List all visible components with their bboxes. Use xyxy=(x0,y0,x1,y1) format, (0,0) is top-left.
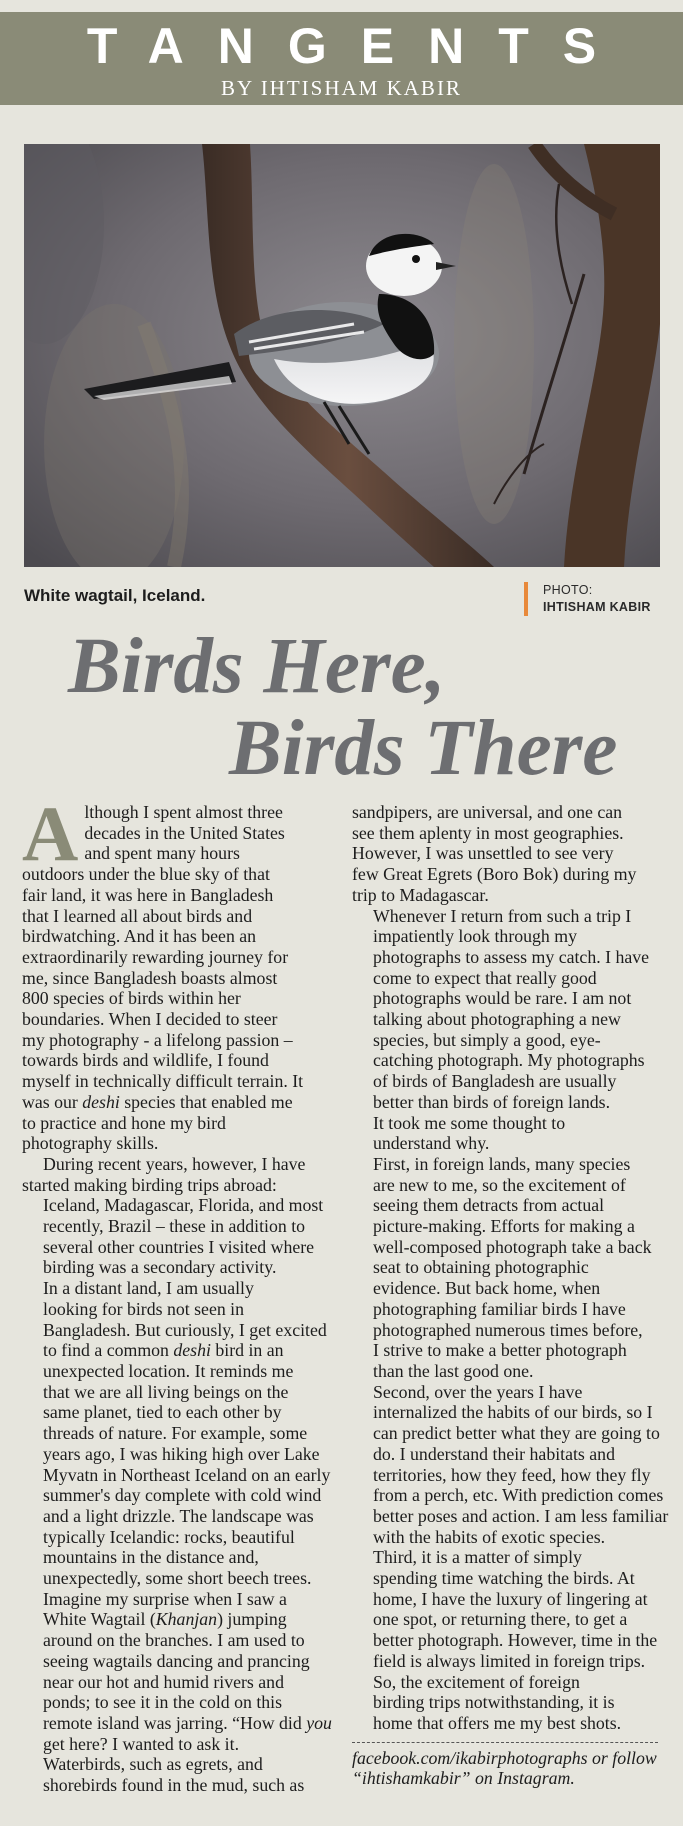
text-line: decades in the United States xyxy=(84,822,285,843)
text-line: near our hot and humid rivers and xyxy=(43,1671,284,1692)
text-line: It took me some thought to xyxy=(373,1112,566,1133)
paragraph-4 xyxy=(22,1754,342,1795)
article-column-left xyxy=(22,790,342,1796)
text-line: better poses and action. I am less familiar xyxy=(373,1505,669,1526)
wagtail-photo-illustration xyxy=(24,144,660,567)
photo-credit-name: IHTISHAM KABIR xyxy=(543,600,651,614)
text-line xyxy=(22,1609,342,1630)
text-line: see them aplenty in most geographies. xyxy=(352,822,624,843)
paragraph-7 xyxy=(352,1154,668,1382)
paragraph-4-continued xyxy=(352,802,668,906)
text-line: years ago, I was hiking high over Lake xyxy=(43,1443,320,1464)
text-line xyxy=(22,1340,342,1361)
text-line: sandpipers, are universal, and one can xyxy=(352,802,623,822)
text-line: photography skills. xyxy=(22,1133,159,1154)
text-segment: to find a common xyxy=(43,1340,174,1361)
text-line: “ihtishamkabir” on Instagram. xyxy=(352,1768,575,1789)
text-segment: was our xyxy=(22,1091,83,1112)
text-segment: White Wagtail ( xyxy=(43,1609,156,1630)
text-line: Waterbirds, such as egrets, and xyxy=(43,1754,263,1775)
wagtail-photo xyxy=(24,144,660,567)
text-line: trip to Madagascar. xyxy=(352,884,489,905)
text-line: get here? I wanted to ask it. xyxy=(43,1733,240,1754)
text-line: do. I understand their habitats and xyxy=(373,1443,615,1464)
text-line: recently, Brazil – these in addition to xyxy=(43,1216,306,1237)
text-line: same planet, tied to each other by xyxy=(43,1402,282,1423)
text-segment: remote island was jarring. “How did xyxy=(43,1712,307,1733)
text-line: internalized the habits of our birds, so I xyxy=(373,1402,653,1423)
headline-line-2: Birds There xyxy=(229,705,618,792)
text-line: seeing wagtails dancing and prancing xyxy=(43,1650,310,1671)
paragraph-1 xyxy=(22,790,342,1154)
text-line: few Great Egrets (Boro Bok) during my xyxy=(352,864,637,885)
text-line: 800 species of birds within her xyxy=(22,988,241,1009)
text-line: territories, how they feed, how they fly xyxy=(373,1464,651,1485)
social-footer-note xyxy=(352,1748,668,1789)
text-line: well-composed photograph take a back xyxy=(373,1236,652,1257)
text-line: around on the branches. I am used to xyxy=(43,1630,305,1651)
text-line: and spent many hours xyxy=(84,843,240,864)
text-line: towards birds and wildlife, I found xyxy=(22,1050,269,1071)
text-line: better than birds of foreign lands. xyxy=(373,1091,611,1112)
text-line: impatiently look through my xyxy=(373,926,577,947)
text-line: birding was a secondary activity. xyxy=(43,1257,277,1278)
text-line: shorebirds found in the mud, such as xyxy=(43,1775,305,1796)
paragraph-10 xyxy=(352,1672,668,1734)
text-line: talking about photographing a new xyxy=(373,1009,621,1030)
text-line: lthough I spent almost three xyxy=(84,802,283,822)
text-line: that we are all living beings on the xyxy=(43,1381,289,1402)
text-line: are new to me, so the excitement of xyxy=(373,1174,626,1195)
text-line: So, the excitement of foreign xyxy=(373,1671,580,1692)
text-segment: ) jumping xyxy=(217,1609,287,1630)
text-line: catching photograph. My photographs xyxy=(373,1050,645,1071)
text-line: extraordinarily rewarding journey for xyxy=(22,946,289,967)
text-line: seat to obtaining photographic xyxy=(373,1257,589,1278)
photo-caption: White wagtail, Iceland. xyxy=(24,586,206,605)
headline-line-1: Birds Here, xyxy=(68,623,446,710)
text-line: evidence. But back home, when xyxy=(373,1278,601,1299)
text-line: started making birding trips abroad: xyxy=(22,1174,277,1195)
text-line xyxy=(22,1092,342,1113)
text-line: photographs would be rare. I am not xyxy=(373,988,632,1009)
text-line: photographs to assess my catch. I have xyxy=(373,946,650,967)
text-line: typically Icelandic: rocks, beautiful xyxy=(43,1526,295,1547)
text-line: and a light drizzle. The landscape was xyxy=(43,1505,314,1526)
text-line: unexpectedly, some short beech trees. xyxy=(43,1568,312,1589)
text-line: threads of nature. For example, some xyxy=(43,1423,308,1444)
text-line: I strive to make a better photograph xyxy=(373,1340,627,1361)
text-line: looking for birds not seen in xyxy=(43,1298,245,1319)
text-line: my photography - a lifelong passion – xyxy=(22,1029,293,1050)
drop-cap: A xyxy=(22,790,79,877)
text-line: Myvatn in Northeast Iceland on an early xyxy=(43,1464,331,1485)
text-line: First, in foreign lands, many species xyxy=(373,1153,631,1174)
text-line: outdoors under the blue sky of that xyxy=(22,864,270,885)
text-line: me, since Bangladesh boasts almost xyxy=(22,967,278,988)
text-line: home, I have the luxury of lingering at xyxy=(373,1588,648,1609)
text-line: boundaries. When I decided to steer xyxy=(22,1009,278,1030)
text-line: picture-making. Efforts for making a xyxy=(373,1216,635,1237)
photo-credit-label: PHOTO: xyxy=(543,583,593,597)
text-line: photographed numerous times before, xyxy=(373,1319,643,1340)
text-line: fair land, it was here in Bangladesh xyxy=(22,884,274,905)
text-line: of birds of Bangladesh are usually xyxy=(373,1071,617,1092)
italic-term: deshi xyxy=(173,1340,211,1361)
text-line xyxy=(22,1713,342,1734)
text-line: seeing them detracts from actual xyxy=(373,1195,605,1216)
text-line: During recent years, however, I have xyxy=(43,1153,306,1174)
footer-divider xyxy=(352,1742,658,1743)
text-line: several other countries I visited where xyxy=(43,1236,315,1257)
italic-term: you xyxy=(306,1712,332,1733)
paragraph-3 xyxy=(22,1278,342,1754)
text-line: field is always limited in foreign trips. xyxy=(373,1650,646,1671)
masthead xyxy=(0,12,683,105)
paragraph-8 xyxy=(352,1382,668,1548)
column-byline: BY IHTISHAM KABIR xyxy=(221,76,462,100)
text-line: In a distant land, I am usually xyxy=(43,1278,254,1299)
text-line: ponds; to see it in the cold on this xyxy=(43,1692,283,1713)
italic-term: deshi xyxy=(82,1091,120,1112)
text-line: to practice and hone my bird xyxy=(22,1112,226,1133)
text-line: home that offers me my best shots. xyxy=(373,1712,622,1733)
text-line: myself in technically difficult terrain. It xyxy=(22,1071,304,1092)
text-line: with the habits of exotic species. xyxy=(373,1526,606,1547)
text-line: species, but simply a good, eye- xyxy=(373,1029,601,1050)
text-line: Iceland, Madagascar, Florida, and most xyxy=(43,1195,324,1216)
text-line: from a perch, etc. With prediction comes xyxy=(373,1485,664,1506)
text-line: understand why. xyxy=(373,1133,490,1154)
article-column-right xyxy=(352,802,668,1789)
italic-term: Khanjan xyxy=(155,1609,218,1630)
text-line: one spot, or returning there, to get a xyxy=(373,1609,628,1630)
paragraph-6 xyxy=(352,1113,668,1154)
text-line: birdwatching. And it has been an xyxy=(22,926,257,947)
text-line: Bangladesh. But curiously, I get excited xyxy=(43,1319,327,1340)
text-line: come to expect that really good xyxy=(373,967,597,988)
text-line: Imagine my surprise when I saw a xyxy=(43,1588,287,1609)
text-line: Second, over the years I have xyxy=(373,1381,583,1402)
paragraph-2 xyxy=(22,1154,342,1278)
paragraph-9 xyxy=(352,1547,668,1671)
text-segment: bird in an xyxy=(210,1340,284,1361)
text-line: can predict better what they are going to xyxy=(373,1423,660,1444)
text-line: that I learned all about birds and xyxy=(22,905,253,926)
text-line: photographing familiar birds I have xyxy=(373,1298,626,1319)
photo-credit xyxy=(524,582,651,616)
text-line: unexpected location. It reminds me xyxy=(43,1360,294,1381)
text-line: better photograph. However, time in the xyxy=(373,1630,658,1651)
text-line: summer's day complete with cold wind xyxy=(43,1485,322,1506)
text-line: mountains in the distance and, xyxy=(43,1547,259,1568)
column-title: TANGENTS xyxy=(86,18,631,74)
text-segment: species that enabled me xyxy=(119,1091,293,1112)
text-line: spending time watching the birds. At xyxy=(373,1568,635,1589)
text-line: birding trips notwithstanding, it is xyxy=(373,1692,615,1713)
text-line: facebook.com/ikabirphotographs or follow xyxy=(352,1747,657,1768)
text-line: Third, it is a matter of simply xyxy=(373,1547,582,1568)
text-line: than the last good one. xyxy=(373,1360,534,1381)
paragraph-5 xyxy=(352,906,668,1113)
text-line: Whenever I return from such a trip I xyxy=(373,905,632,926)
text-line: However, I was unsettled to see very xyxy=(352,843,614,864)
